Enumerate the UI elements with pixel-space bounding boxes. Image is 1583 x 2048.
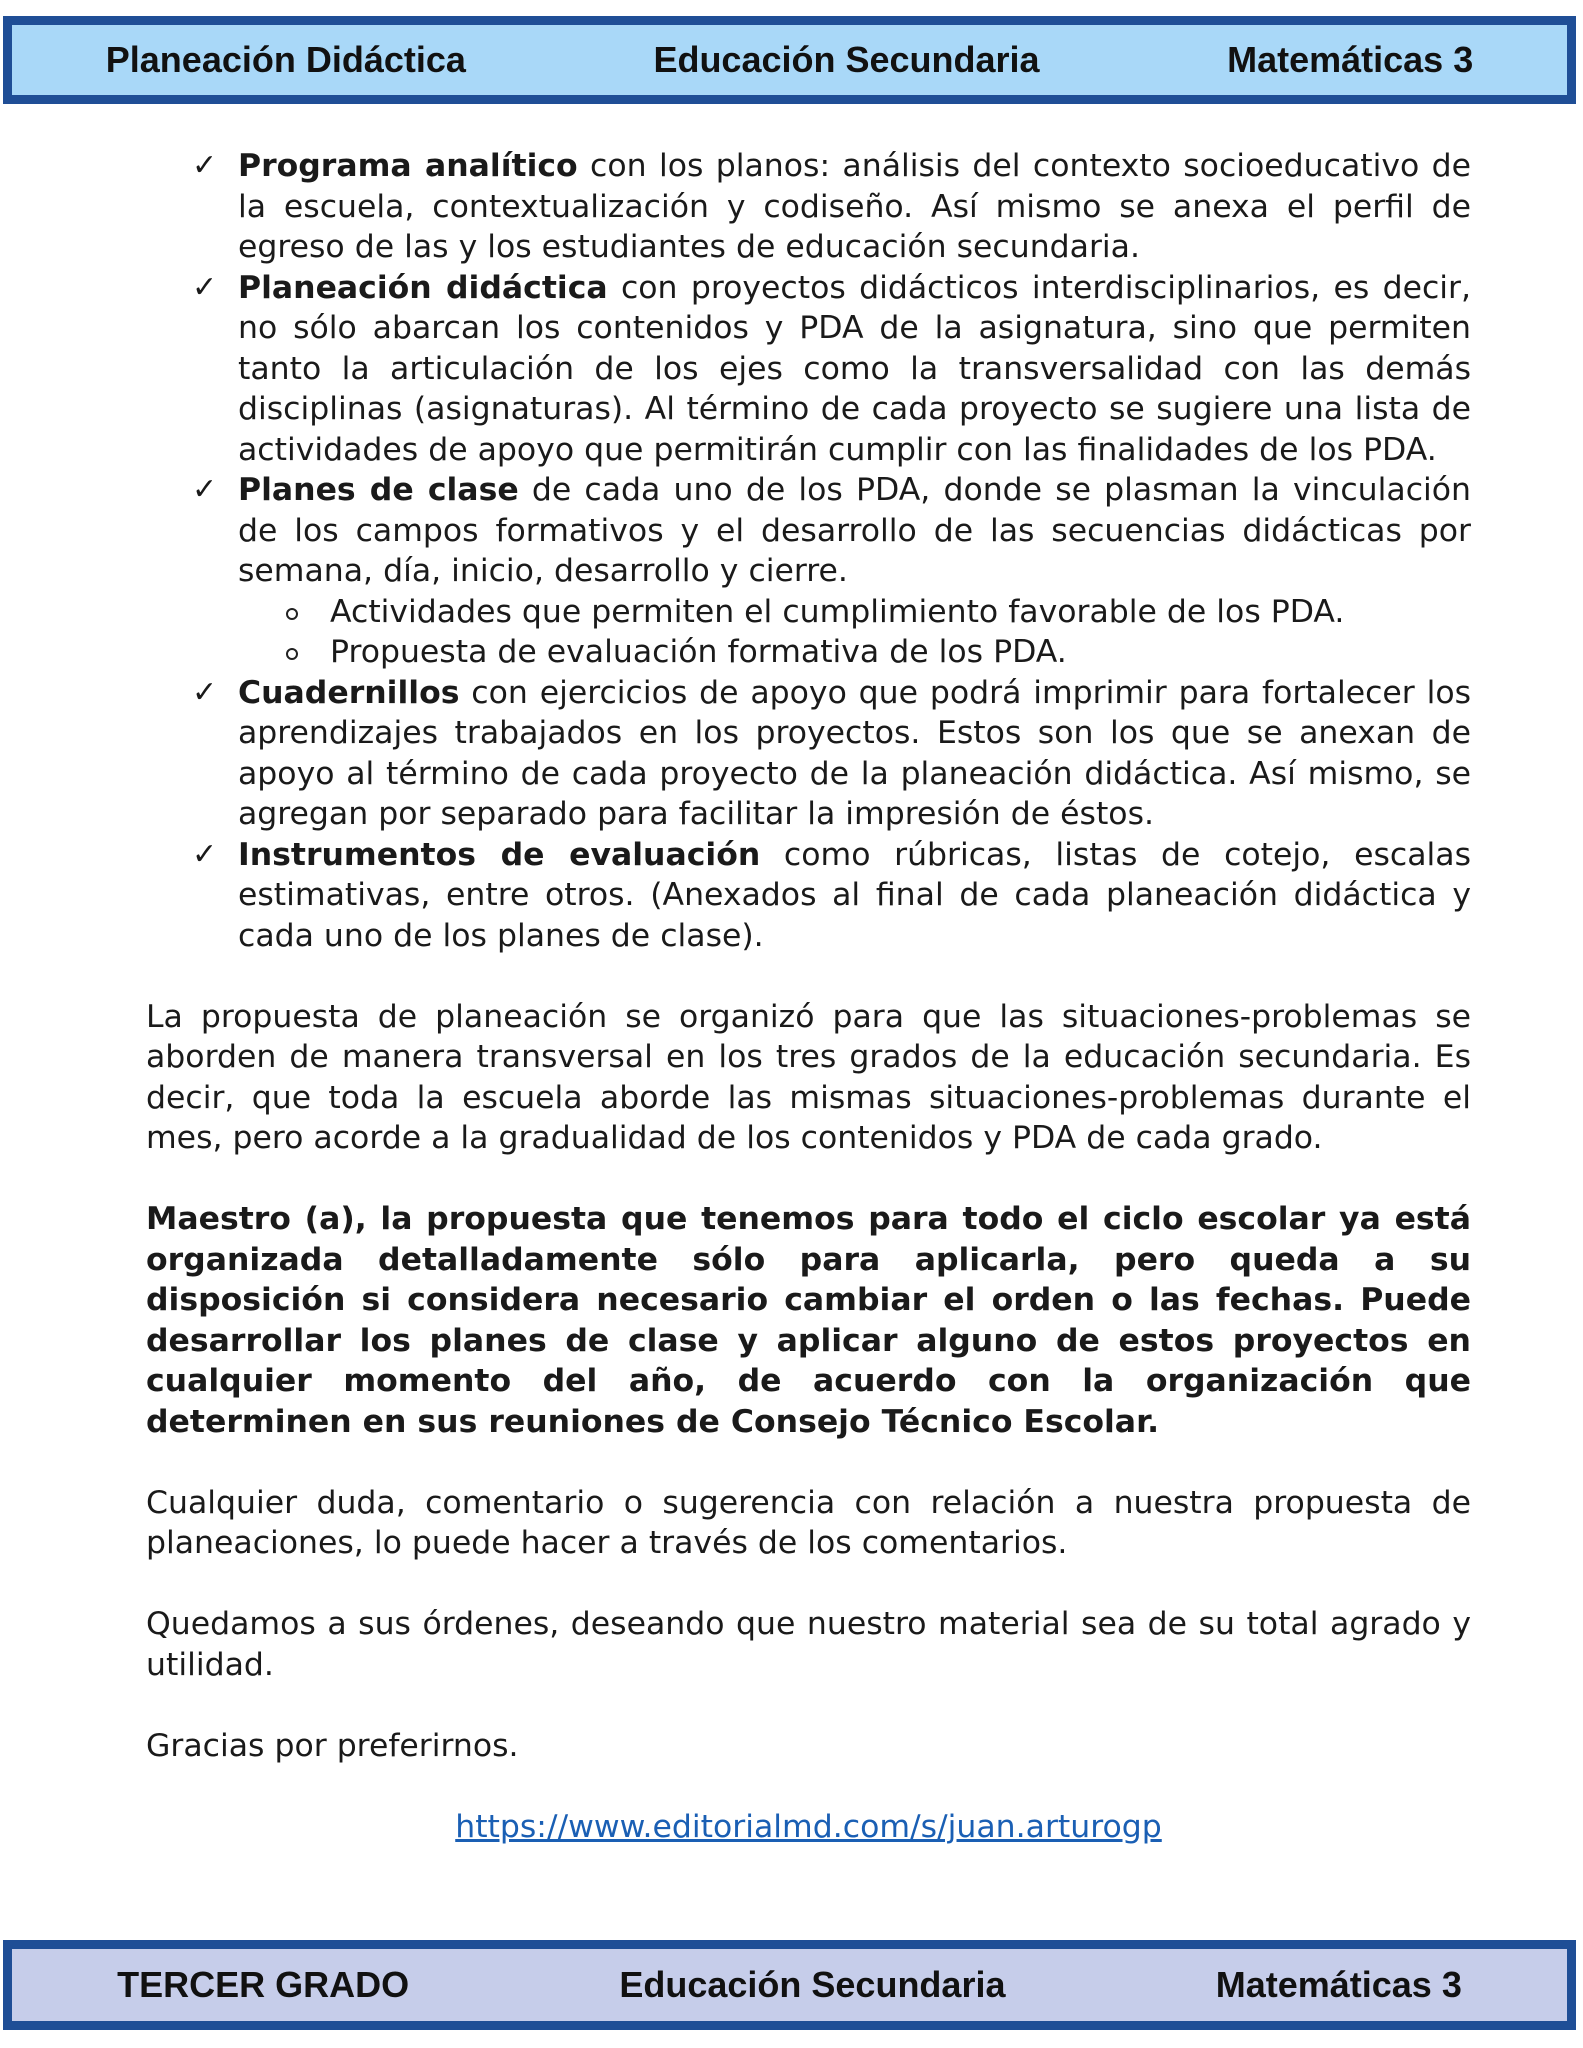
sub-item-text: Actividades que permiten el cumplimiento favorable de los PDA. xyxy=(330,593,1345,630)
list-item xyxy=(192,146,1471,268)
editorial-link[interactable]: https://www.editorialmd.com/s/juan.arturogp xyxy=(455,1808,1162,1845)
check-icon: ✓ xyxy=(192,269,218,305)
list-item xyxy=(192,835,1471,957)
sub-item-text: Propuesta de evaluación formativa de los PDA. xyxy=(330,634,1067,670)
check-icon: ✓ xyxy=(192,674,218,710)
page-header xyxy=(3,16,1576,104)
list-item xyxy=(192,673,1471,835)
list-item xyxy=(192,470,1471,673)
check-icon: ✓ xyxy=(192,836,218,872)
list-item xyxy=(192,268,1471,471)
item-title: Programa analítico xyxy=(238,148,578,184)
footer-grade: TERCER GRADO xyxy=(117,1964,410,2005)
header-title: Planeación Didáctica xyxy=(105,39,466,80)
header-level: Educación Secundaria xyxy=(653,39,1040,80)
checklist xyxy=(146,146,1471,956)
sub-list xyxy=(238,592,1471,673)
page-content xyxy=(146,146,1471,1847)
footer-subject: Matemáticas 3 xyxy=(1215,1964,1462,2005)
paragraph-teacher-note: Maestro (a), la propuesta que tenemos para todo el ciclo escolar ya está organizada detalladamente sólo para aplicarla, pero queda a su disposición si considera necesario cambiar el orden o las fechas. Puede desarrollar los planes de clase y aplicar alguno de estos proyectos en cualquier momento del año, de acuerdo con la organización que determinen en sus reuniones de Consejo Técnico Escolar. xyxy=(146,1201,1471,1440)
item-title: Instrumentos de evaluación xyxy=(238,836,761,873)
item-text: con los planos: análisis del contexto socioeducativo de la escuela, contextualización y codiseño. Así mismo se anexa el perfil de egreso de las y los estudiantes de educación secundaria. xyxy=(238,148,1471,265)
paragraph-questions: Cualquier duda, comentario o sugerencia con relación a nuestra propuesta de planeaciones, lo puede hacer a través de los comentarios. xyxy=(146,1484,1471,1561)
check-icon: ✓ xyxy=(192,472,218,507)
item-title: Cuadernillos xyxy=(238,674,460,711)
item-title: Planeación didáctica xyxy=(238,269,608,306)
circle-bullet-icon xyxy=(286,648,298,660)
paragraph-closing: Quedamos a sus órdenes, deseando que nuestro material sea de su total agrado y utilidad. xyxy=(146,1606,1471,1683)
item-title: Planes de clase xyxy=(238,472,519,508)
paragraph-organization: La propuesta de planeación se organizó para que las situaciones-problemas se aborden de manera transversal en los tres grados de la educación secundaria. Es decir, que toda la escuela aborde las mismas situaciones-problemas durante el mes, pero acorde a la gradualidad de los contenidos y PDA de cada grado. xyxy=(146,998,1471,1156)
item-text: de cada uno de los PDA, donde se plasman la vinculación de los campos formativos y el desarrollo de las secuencias didácticas por semana, día, inicio, desarrollo y cierre. xyxy=(238,472,1471,589)
sub-list-item xyxy=(330,592,1471,633)
circle-bullet-icon xyxy=(286,608,298,620)
link-container xyxy=(146,1807,1471,1848)
item-text: con proyectos didácticos interdisciplinarios, es decir, no sólo abarcan los contenidos y PDA de la asignatura, sino que permiten tanto la articulación de los ejes como la transversalidad con las demás disciplinas (asignaturas). Al término de cada proyecto se sugiere una lista de actividades de apoyo que permitirán cumplir con las finalidades de los PDA. xyxy=(238,269,1471,468)
sub-list-item xyxy=(330,632,1471,673)
header-subject: Matemáticas 3 xyxy=(1227,39,1474,80)
paragraph-thanks: Gracias por preferirnos. xyxy=(146,1727,519,1764)
item-text: con ejercicios de apoyo que podrá imprimir para fortalecer los aprendizajes trabajados en los proyectos. Estos son los que se anexan de apoyo al término de cada proyecto de la planeación didáctica. Así mismo, se agregan por separado para facilitar la impresión de éstos. xyxy=(238,674,1471,832)
page-footer xyxy=(3,1940,1576,2030)
check-icon: ✓ xyxy=(192,148,218,183)
item-text: como rúbricas, listas de cotejo, escalas estimativas, entre otros. (Anexados al final de cada planeación didáctica y cada uno de los planes de clase). xyxy=(238,836,1471,954)
footer-level: Educación Secundaria xyxy=(619,1964,1006,2005)
